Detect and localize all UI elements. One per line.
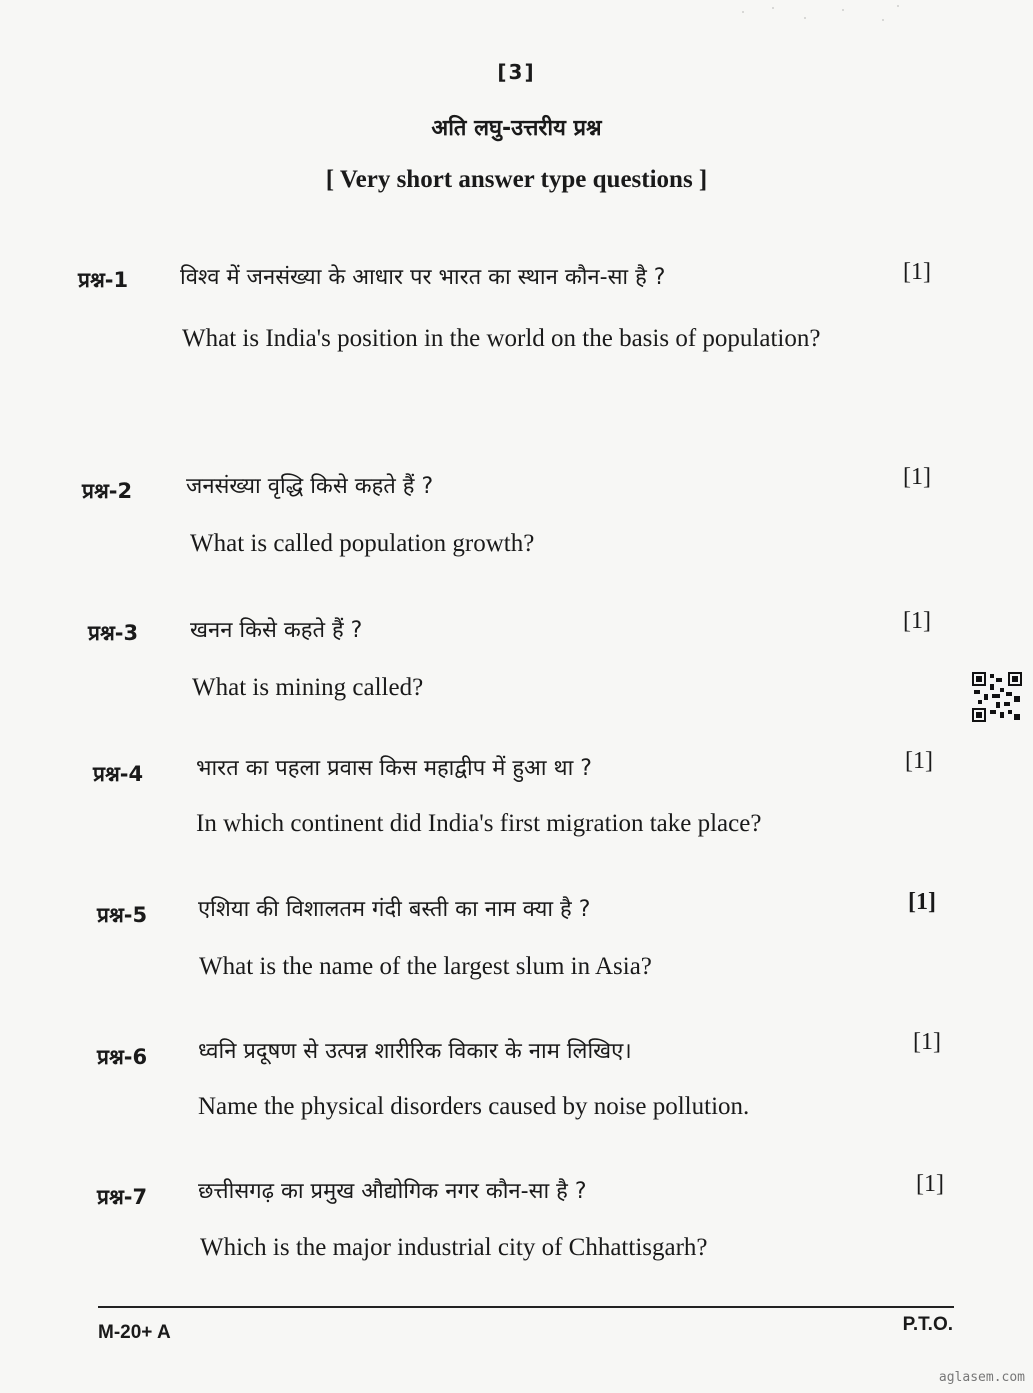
page-number: [3]: [497, 60, 536, 84]
question-english: What is called population growth?: [190, 530, 535, 557]
question-marks: [1]: [908, 889, 936, 915]
question-english: What is India's position in the world on the basis of population?: [182, 325, 821, 352]
question-marks: [1]: [903, 608, 931, 634]
question-hindi: ध्वनि प्रदूषण से उत्पन्न शारीरिक विकार के नाम लिखिए।: [198, 1039, 632, 1064]
question-label: प्रश्न-5: [97, 903, 148, 927]
question-hindi: जनसंख्या वृद्धि किसे कहते हैं ?: [186, 474, 434, 499]
paper-code: M-20+ A: [98, 1322, 171, 1343]
question-marks: [1]: [903, 464, 931, 490]
question-label: प्रश्न-1: [78, 268, 129, 292]
question-marks: [1]: [903, 259, 931, 285]
footer-divider: [98, 1306, 954, 1308]
question-hindi: छत्तीसगढ़ का प्रमुख औद्योगिक नगर कौन-सा है ?: [198, 1179, 587, 1204]
question-english: What is mining called?: [192, 674, 424, 701]
question-english: What is the name of the largest slum in Asia?: [199, 953, 652, 980]
question-label: प्रश्न-7: [97, 1185, 148, 1209]
question-hindi: खनन किसे कहते हैं ?: [190, 618, 363, 643]
question-marks: [1]: [913, 1029, 941, 1055]
please-turn-over: P.T.O.: [902, 1314, 953, 1335]
question-label: प्रश्न-4: [93, 762, 144, 786]
question-hindi: एशिया की विशालतम गंदी बस्ती का नाम क्या है ?: [198, 897, 591, 922]
section-title-hindi: अति लघु-उत्तरीय प्रश्न: [431, 116, 602, 141]
question-hindi: भारत का पहला प्रवास किस महाद्वीप में हुआ था ?: [196, 756, 592, 781]
question-hindi: विश्व में जनसंख्या के आधार पर भारत का स्थान कौन-सा है ?: [180, 265, 666, 290]
question-english: Which is the major industrial city of Chhattisgarh?: [200, 1234, 708, 1261]
question-english: Name the physical disorders caused by noise pollution.: [198, 1093, 750, 1120]
qr-code-icon: [972, 672, 1022, 722]
question-marks: [1]: [905, 748, 933, 774]
question-label: प्रश्न-2: [82, 479, 133, 503]
question-label: प्रश्न-6: [97, 1045, 148, 1069]
scan-noise: [733, 0, 913, 40]
question-english: In which continent did India's first migration take place?: [196, 810, 762, 837]
section-title-english: [ Very short answer type questions ]: [325, 166, 708, 193]
question-label: प्रश्न-3: [88, 621, 139, 645]
question-marks: [1]: [916, 1171, 944, 1197]
watermark: aglasem.com: [938, 1370, 1025, 1385]
